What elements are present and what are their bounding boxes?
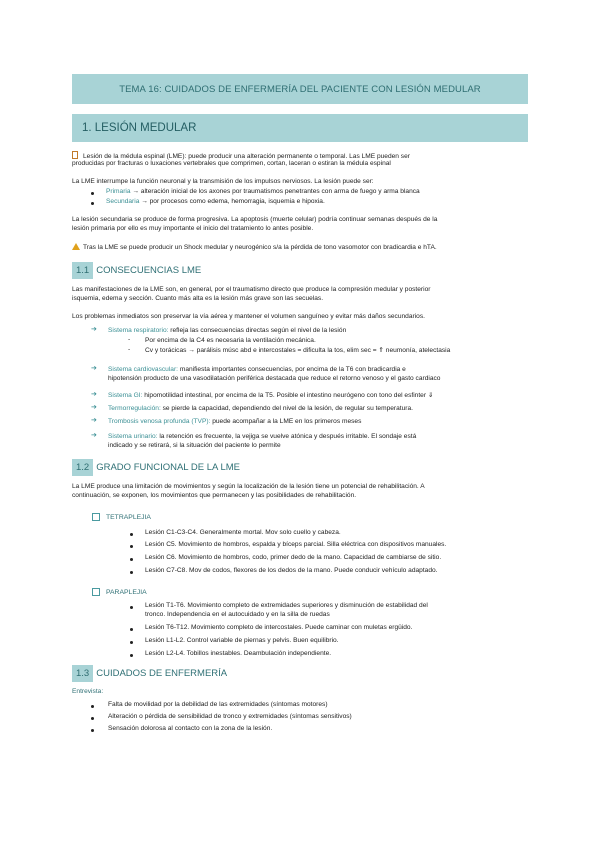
respiratory-sub-2: Cv y torácicas → parálisis músc abd e intercostales = dificulta la tos, elim sec = ⇑ neumonía, atelectasia	[145, 347, 451, 354]
subsection-1-3-heading: 1.3 CUIDADOS DE ENFERMERÍA	[72, 665, 528, 682]
secondary-description: La lesión secundaria se produce de forma progresiva. La apoptosis (muerte celular) podría continuar semanas después de la	[72, 216, 438, 223]
checkbox-icon	[92, 588, 100, 596]
thermoregulation-item: Termorregulación: se pierde la capacidad, dependiendo del nivel de la lesión, de regular su temperatura.	[108, 405, 413, 412]
tetraplegia-item: Lesión C5. Movimiento de hombros, espalda y bíceps parcial. Silla eléctrica con dispositivos manuales.	[145, 541, 447, 548]
document-title-bar	[72, 74, 528, 104]
bullet-dot-icon	[91, 727, 94, 735]
functional-grade-paragraph-line2: continuación, se exponen, los movimientos que permanecen y las posibilidades de rehabilitación.	[72, 492, 357, 499]
bullet-dot-icon	[91, 190, 94, 198]
arrow-bullet-icon: ➔	[91, 404, 97, 411]
subsection-1-2-heading: 1.2 GRADO FUNCIONAL DE LA LME	[72, 459, 528, 476]
section-1-heading-bar	[72, 114, 528, 142]
document-title: TEMA 16: CUIDADOS DE ENFERMERÍA DEL PACIENTE CON LESIÓN MEDULAR	[119, 83, 481, 95]
bullet-dot-icon	[130, 531, 133, 539]
bullet-dot-icon	[130, 543, 133, 551]
paraplegia-item: Lesión T6-T12. Movimiento completo de intercostales. Puede caminar con muletas ergüido.	[145, 624, 413, 631]
paraplegia-item: Lesión L2-L4. Tobillos inestables. Deambulación independiente.	[145, 650, 332, 657]
warning-icon	[72, 243, 80, 250]
bullet-dot-icon	[130, 556, 133, 564]
intro-paragraph-line2: producidas por fracturas o luxaciones vertebrales que comprimen, cortan, laceran o estiran la médula espinal	[72, 160, 391, 167]
checkbox-icon	[92, 513, 100, 521]
respiratory-sub-1: Por encima de la C4 es necesaria la ventilación mecánica.	[145, 337, 316, 344]
immediate-problems-text: Los problemas inmediatos son preservar la vía aérea y mantener el volumen sanguíneo y evitar más daños secundarios.	[72, 313, 425, 320]
interview-item: Falta de movilidad por la debilidad de las extremidades (síntomas motores)	[108, 701, 328, 708]
tetraplegia-item: Lesión C1-C3-C4. Generalmente mortal. Mov solo cuello y cabeza.	[145, 529, 341, 536]
section-1-heading: 1. LESIÓN MEDULAR	[82, 122, 197, 134]
tetraplegia-item: Lesión C6. Movimiento de hombros, codo, primer dedo de la mano. Capacidad de cambiarse de sitio.	[145, 554, 442, 561]
arrow-bullet-icon: ➔	[91, 391, 97, 398]
primary-lesion-item: Primaria → alteración inicial de los axones por traumatismos penetrantes con arma de fuego y arma blanca	[106, 188, 420, 195]
paraplegia-item: Lesión T1-T6. Movimiento completo de extremidades superiores y disminución de estabilidad del	[145, 602, 428, 609]
bullet-dot-icon	[130, 626, 133, 634]
tetraplegia-item: Lesión C7-C8. Mov de codos, flexores de los dedos de la mano. Puede conducir vehículo adaptado.	[145, 567, 438, 574]
bullet-dot-icon	[130, 604, 133, 612]
dash-bullet: -	[128, 346, 131, 353]
cardiovascular-item: Sistema cardiovascular: manifiesta importantes consecuencias, por encima de la T6 con bradicardia e	[108, 366, 406, 373]
interview-item: Sensación dolorosa al contacto con la zona de la lesión.	[108, 725, 273, 732]
gi-item: Sistema GI: hipomotilidad intestinal, por encima de la T5. Posible el intestino neurógeno con tono del esfinter ⇓	[108, 392, 434, 399]
consequences-paragraph-line2: isquemia, edema y sección. Cuanto más alta es la lesión más grave son las secuelas.	[72, 295, 324, 302]
interruption-text: La LME interrumpe la función neuronal y la transmisión de los impulsos nerviosos. La lesión puede ser:	[72, 178, 374, 185]
bullet-dot-icon	[91, 703, 94, 711]
cardiovascular-item-line2: hipotensión producto de una vasodilatación periférica destacada que reduce el retorno venoso y el gasto cardiaco	[108, 375, 441, 382]
arrow-bullet-icon: ➔	[91, 326, 97, 333]
functional-grade-paragraph: La LME produce una limitación de movimientos y según la localización de la lesión tiene un potencial de rehabilitación. A	[72, 483, 425, 490]
bullet-dot-icon	[130, 652, 133, 660]
shock-note: Tras la LME se puede producir un Shock medular y neurogénico s/a la pérdida de tono vasomotor con bradicardia e hTA.	[72, 243, 528, 252]
arrow-bullet-icon: ➔	[91, 417, 97, 424]
paraplegia-item-line2: tronco. Independencia en el autocuidado y en la silla de ruedas	[145, 611, 330, 618]
paraplegia-item: Lesión L1-L2. Control variable de piernas y pelvis. Buen equilibrio.	[145, 637, 339, 644]
consequences-paragraph: Las manifestaciones de la LME son, en general, por el traumatismo directo que produce la compresión medular y posterior	[72, 286, 431, 293]
arrow-bullet-icon: ➔	[91, 432, 97, 439]
respiratory-item: Sistema respiratorio: refleja las consecuencias directas según el nivel de la lesión	[108, 327, 347, 334]
paraplegia-label: PARAPLEJIA	[92, 588, 392, 597]
intro-paragraph: Lesión de la médula espinal (LME): puede producir una alteración permanente o temporal. Las LME pueden ser	[72, 151, 528, 161]
interview-item: Alteración o pérdida de sensibilidad de tronco y extremidades (síntomas sensitivos)	[108, 713, 352, 720]
arrow-bullet-icon: ➔	[91, 365, 97, 372]
bullet-dot-icon	[130, 569, 133, 577]
bullet-dot-icon	[91, 715, 94, 723]
secondary-lesion-item: Secundaria → por procesos como edema, hemorragia, isquemia e hipoxia.	[106, 198, 325, 205]
dash-bullet: -	[128, 336, 131, 343]
urinary-item-line2: indicado y se retirará, si la situación del paciente lo permite	[108, 442, 281, 449]
interview-label: Entrevista:	[72, 688, 104, 695]
urinary-item: Sistema urinario: la retención es frecuente, la vejiga se vuelve atónica y después irritable. El sondaje está	[108, 433, 417, 440]
tetraplegia-label: TETRAPLEJIA	[92, 513, 392, 522]
secondary-description-line2: lesión primaria por ello es muy importante el inicio del tratamiento lo antes posible.	[72, 225, 314, 232]
note-icon	[72, 151, 78, 159]
bullet-dot-icon	[91, 200, 94, 208]
bullet-dot-icon	[130, 639, 133, 647]
tvp-item: Trombosis venosa profunda (TVP): puede acompañar a la LME en los primeros meses	[108, 418, 362, 425]
subsection-1-1-heading: 1.1 CONSECUENCIAS LME	[72, 262, 528, 279]
